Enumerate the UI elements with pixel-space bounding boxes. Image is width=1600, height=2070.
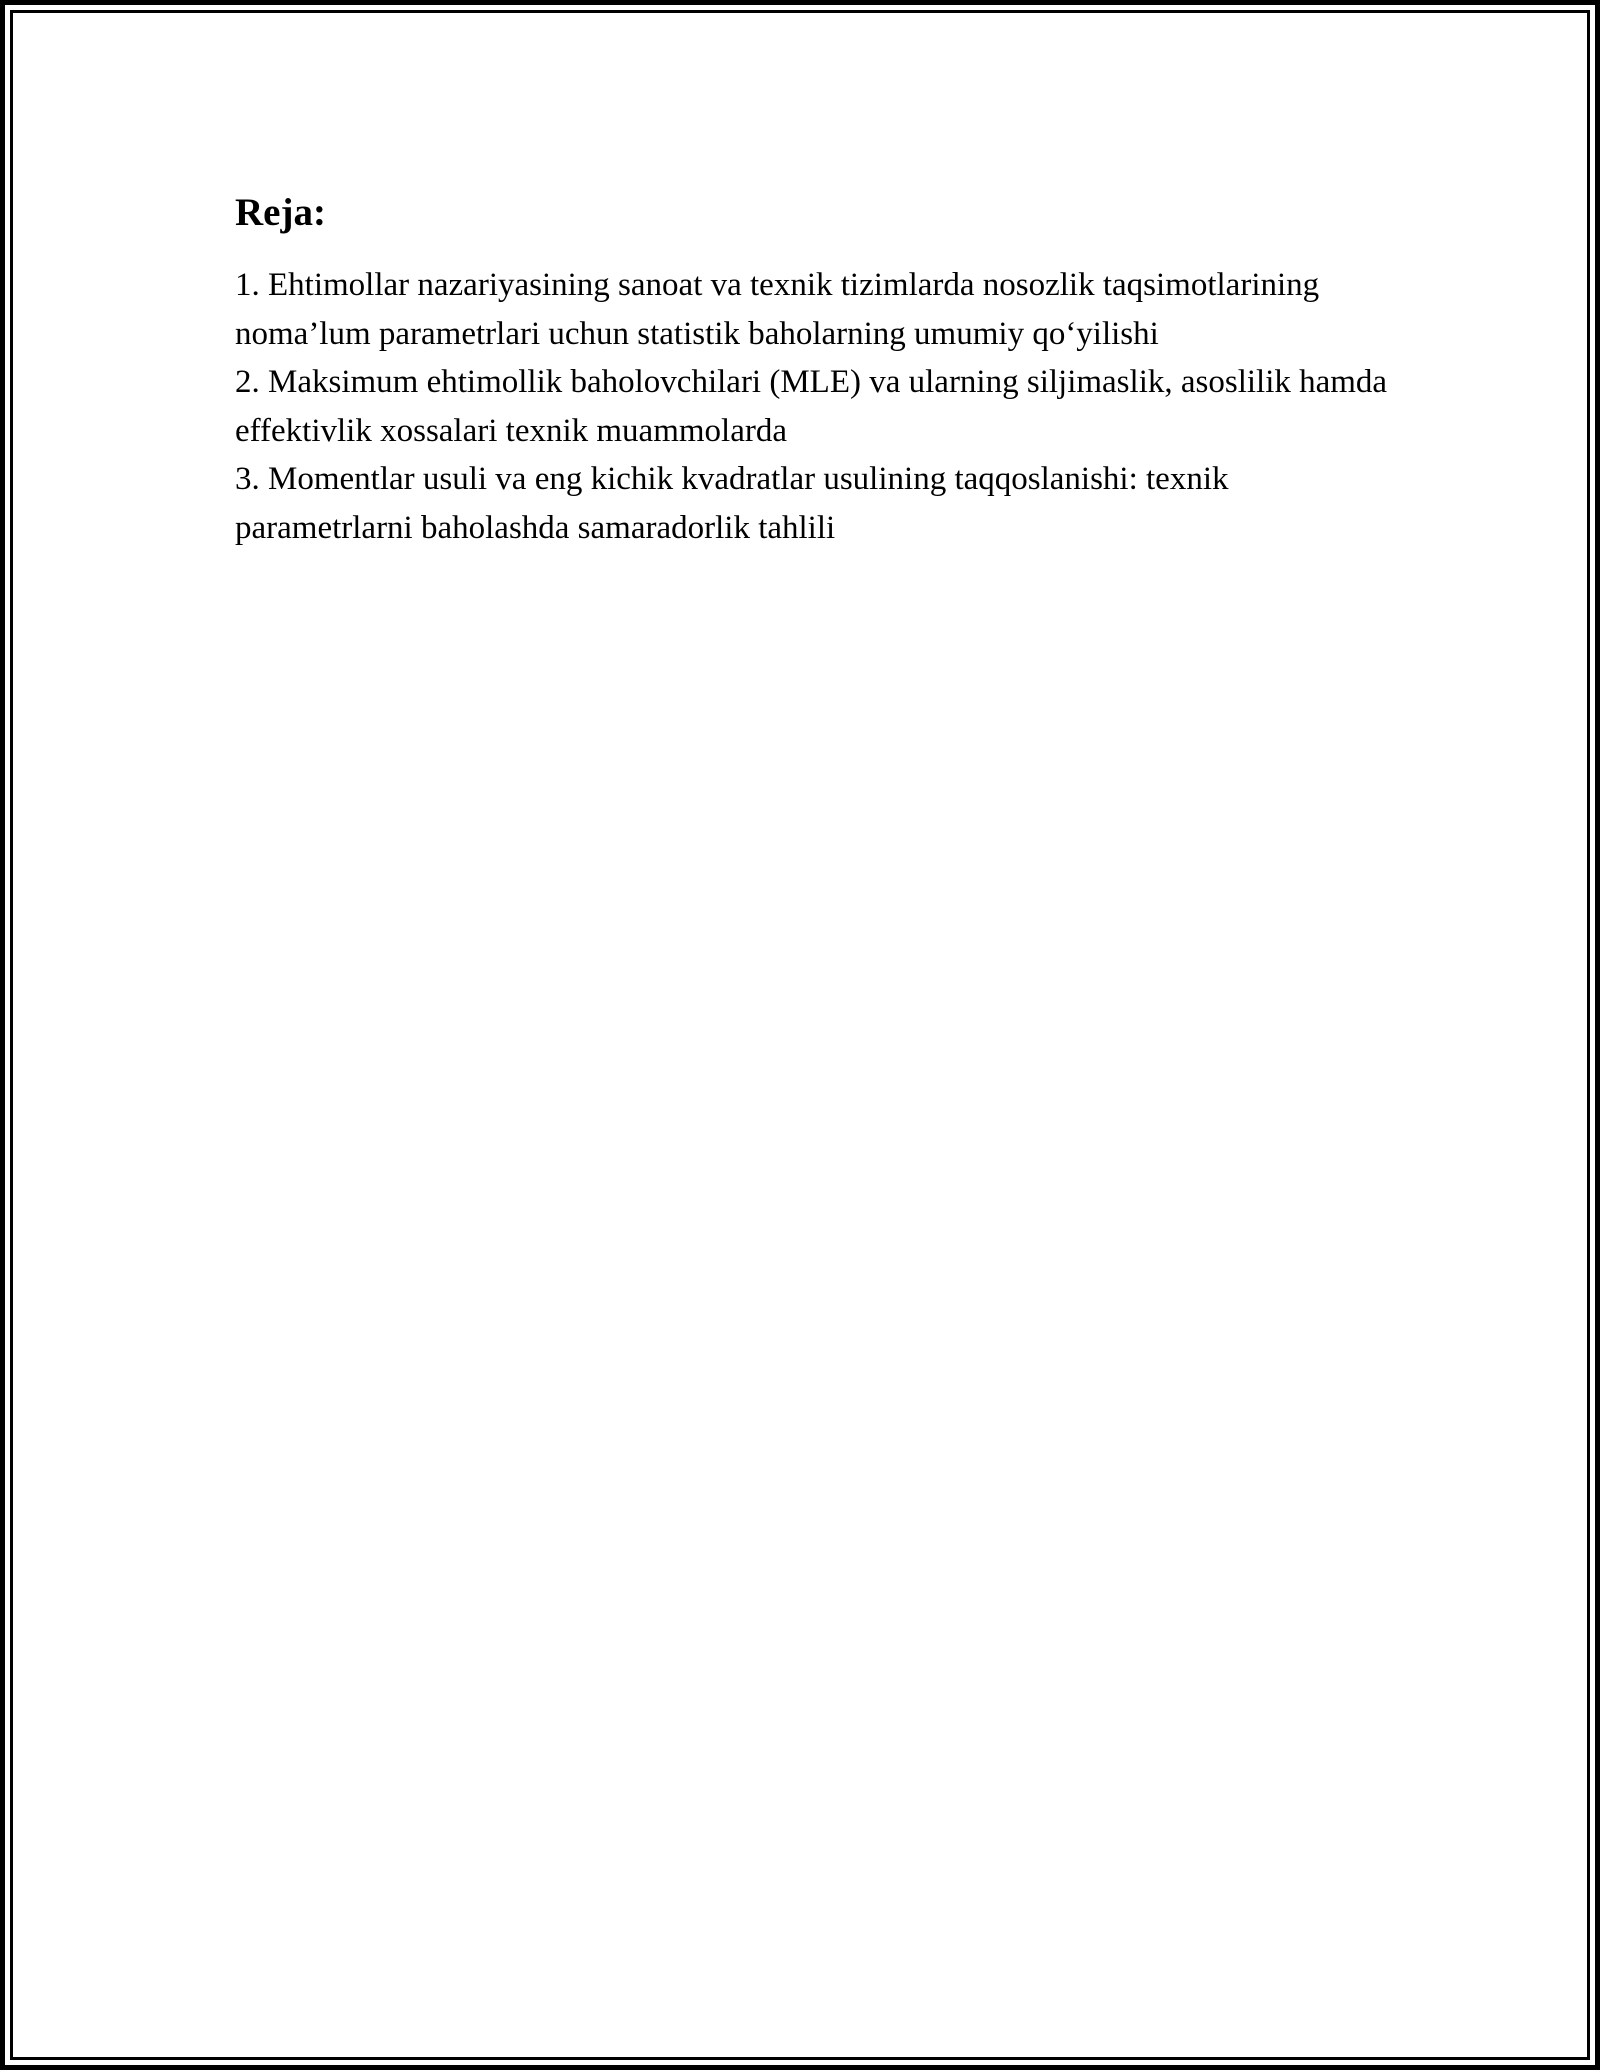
plan-item-3: 3. Momentlar usuli va eng kichik kvadratlar usulining taqqoslanishi: texnik parametrlarni baholashda samaradorlik tahlili [235,461,1229,546]
document-body [235,185,1395,552]
plan-list [235,261,1395,552]
plan-item-1: 1. Ehtimollar nazariyasining sanoat va texnik tizimlarda nosozlik taqsimotlarining noma’lum parametrlari uchun statistik baholarning umumiy qo‘yilishi [235,267,1320,352]
plan-item-2: 2. Maksimum ehtimollik baholovchilari (MLE) va ularning siljimaslik, asoslilik hamda effektivlik xossalari texnik muammolarda [235,364,1388,449]
page-title: Reja: [235,191,326,234]
